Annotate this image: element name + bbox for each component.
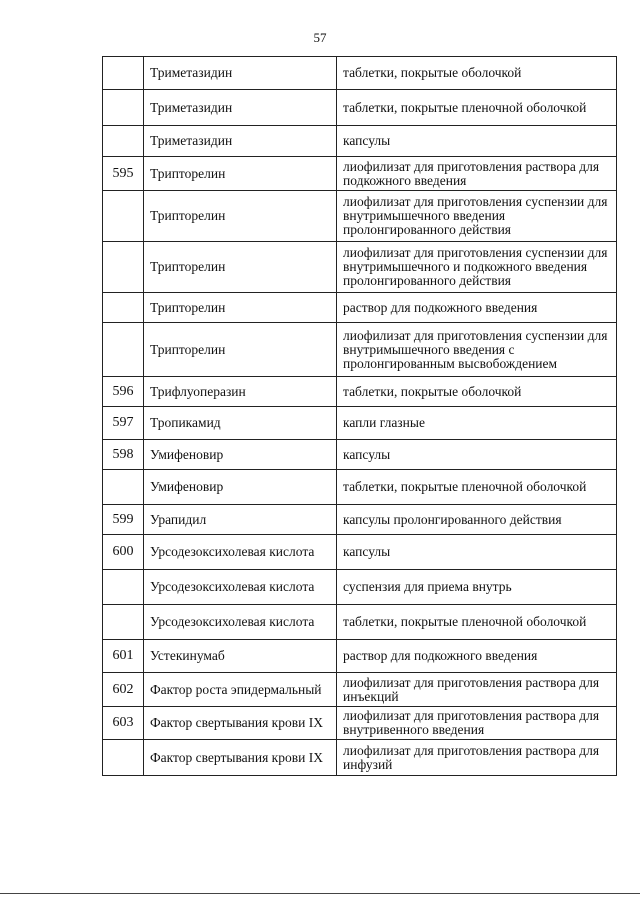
table-row: [103, 191, 617, 242]
row-number: 601: [103, 640, 144, 673]
table-row: [103, 707, 617, 740]
table-row: [103, 440, 617, 470]
bottom-rule: [0, 893, 640, 894]
drug-name: Триметазидин: [144, 57, 337, 90]
row-number: 603: [103, 707, 144, 740]
dosage-form: таблетки, покрытые пленочной оболочкой: [337, 90, 617, 126]
row-number: 599: [103, 505, 144, 535]
row-number: [103, 191, 144, 242]
table-row: [103, 293, 617, 323]
row-number: [103, 570, 144, 605]
drug-name: Урсодезоксихолевая кислота: [144, 535, 337, 570]
row-number: 598: [103, 440, 144, 470]
drug-name: Трипторелин: [144, 157, 337, 191]
table-row: [103, 126, 617, 157]
table-row: [103, 90, 617, 126]
row-number: [103, 470, 144, 505]
drug-name: Трипторелин: [144, 293, 337, 323]
dosage-form: капсулы: [337, 126, 617, 157]
table-row: [103, 377, 617, 407]
row-number: 596: [103, 377, 144, 407]
dosage-form: капсулы: [337, 535, 617, 570]
page-number: 57: [313, 30, 327, 45]
drug-name: Устекинумаб: [144, 640, 337, 673]
drug-name: Трифлуоперазин: [144, 377, 337, 407]
dosage-form: таблетки, покрытые оболочкой: [337, 57, 617, 90]
table-row: [103, 640, 617, 673]
table-row: [103, 407, 617, 440]
drug-name: Фактор свертывания крови IX: [144, 740, 337, 776]
row-number: [103, 605, 144, 640]
drug-name: Триметазидин: [144, 90, 337, 126]
row-number: 597: [103, 407, 144, 440]
row-number: 595: [103, 157, 144, 191]
drug-name: Умифеновир: [144, 470, 337, 505]
drug-name: Урсодезоксихолевая кислота: [144, 605, 337, 640]
table-row: [103, 57, 617, 90]
table-row: [103, 673, 617, 707]
dosage-form: лиофилизат для приготовления раствора для подкожного введения: [337, 157, 617, 191]
dosage-form: лиофилизат для приготовления раствора для внутривенного введения: [337, 707, 617, 740]
table-row: [103, 323, 617, 377]
drug-name: Триметазидин: [144, 126, 337, 157]
table-row: [103, 535, 617, 570]
row-number: [103, 323, 144, 377]
dosage-form: лиофилизат для приготовления суспензии для внутримышечного и подкожного введения пролонгированного действия: [337, 242, 617, 293]
dosage-form: лиофилизат для приготовления раствора для инфузий: [337, 740, 617, 776]
table-row: [103, 470, 617, 505]
drug-name: Умифеновир: [144, 440, 337, 470]
dosage-form: лиофилизат для приготовления суспензии для внутримышечного введения пролонгированного действия: [337, 191, 617, 242]
medication-table-body: [103, 57, 617, 776]
dosage-form: капсулы пролонгированного действия: [337, 505, 617, 535]
medication-table: [102, 56, 617, 776]
dosage-form: суспензия для приема внутрь: [337, 570, 617, 605]
table-row: [103, 605, 617, 640]
drug-name: Урсодезоксихолевая кислота: [144, 570, 337, 605]
dosage-form: лиофилизат для приготовления раствора для инъекций: [337, 673, 617, 707]
drug-name: Фактор роста эпидермальный: [144, 673, 337, 707]
dosage-form: таблетки, покрытые пленочной оболочкой: [337, 605, 617, 640]
drug-name: Тропикамид: [144, 407, 337, 440]
dosage-form: таблетки, покрытые оболочкой: [337, 377, 617, 407]
row-number: [103, 293, 144, 323]
row-number: [103, 126, 144, 157]
drug-name: Трипторелин: [144, 191, 337, 242]
table-row: [103, 157, 617, 191]
table-row: [103, 570, 617, 605]
drug-name: Трипторелин: [144, 242, 337, 293]
row-number: [103, 242, 144, 293]
dosage-form: раствор для подкожного введения: [337, 293, 617, 323]
drug-name: Трипторелин: [144, 323, 337, 377]
row-number: 602: [103, 673, 144, 707]
table-row: [103, 740, 617, 776]
dosage-form: лиофилизат для приготовления суспензии для внутримышечного введения с пролонгированным высвобождением: [337, 323, 617, 377]
drug-name: Урапидил: [144, 505, 337, 535]
dosage-form: таблетки, покрытые пленочной оболочкой: [337, 470, 617, 505]
table-row: [103, 505, 617, 535]
dosage-form: раствор для подкожного введения: [337, 640, 617, 673]
dosage-form: капсулы: [337, 440, 617, 470]
drug-name: Фактор свертывания крови IX: [144, 707, 337, 740]
row-number: [103, 57, 144, 90]
dosage-form: капли глазные: [337, 407, 617, 440]
row-number: [103, 740, 144, 776]
row-number: [103, 90, 144, 126]
row-number: 600: [103, 535, 144, 570]
table-row: [103, 242, 617, 293]
